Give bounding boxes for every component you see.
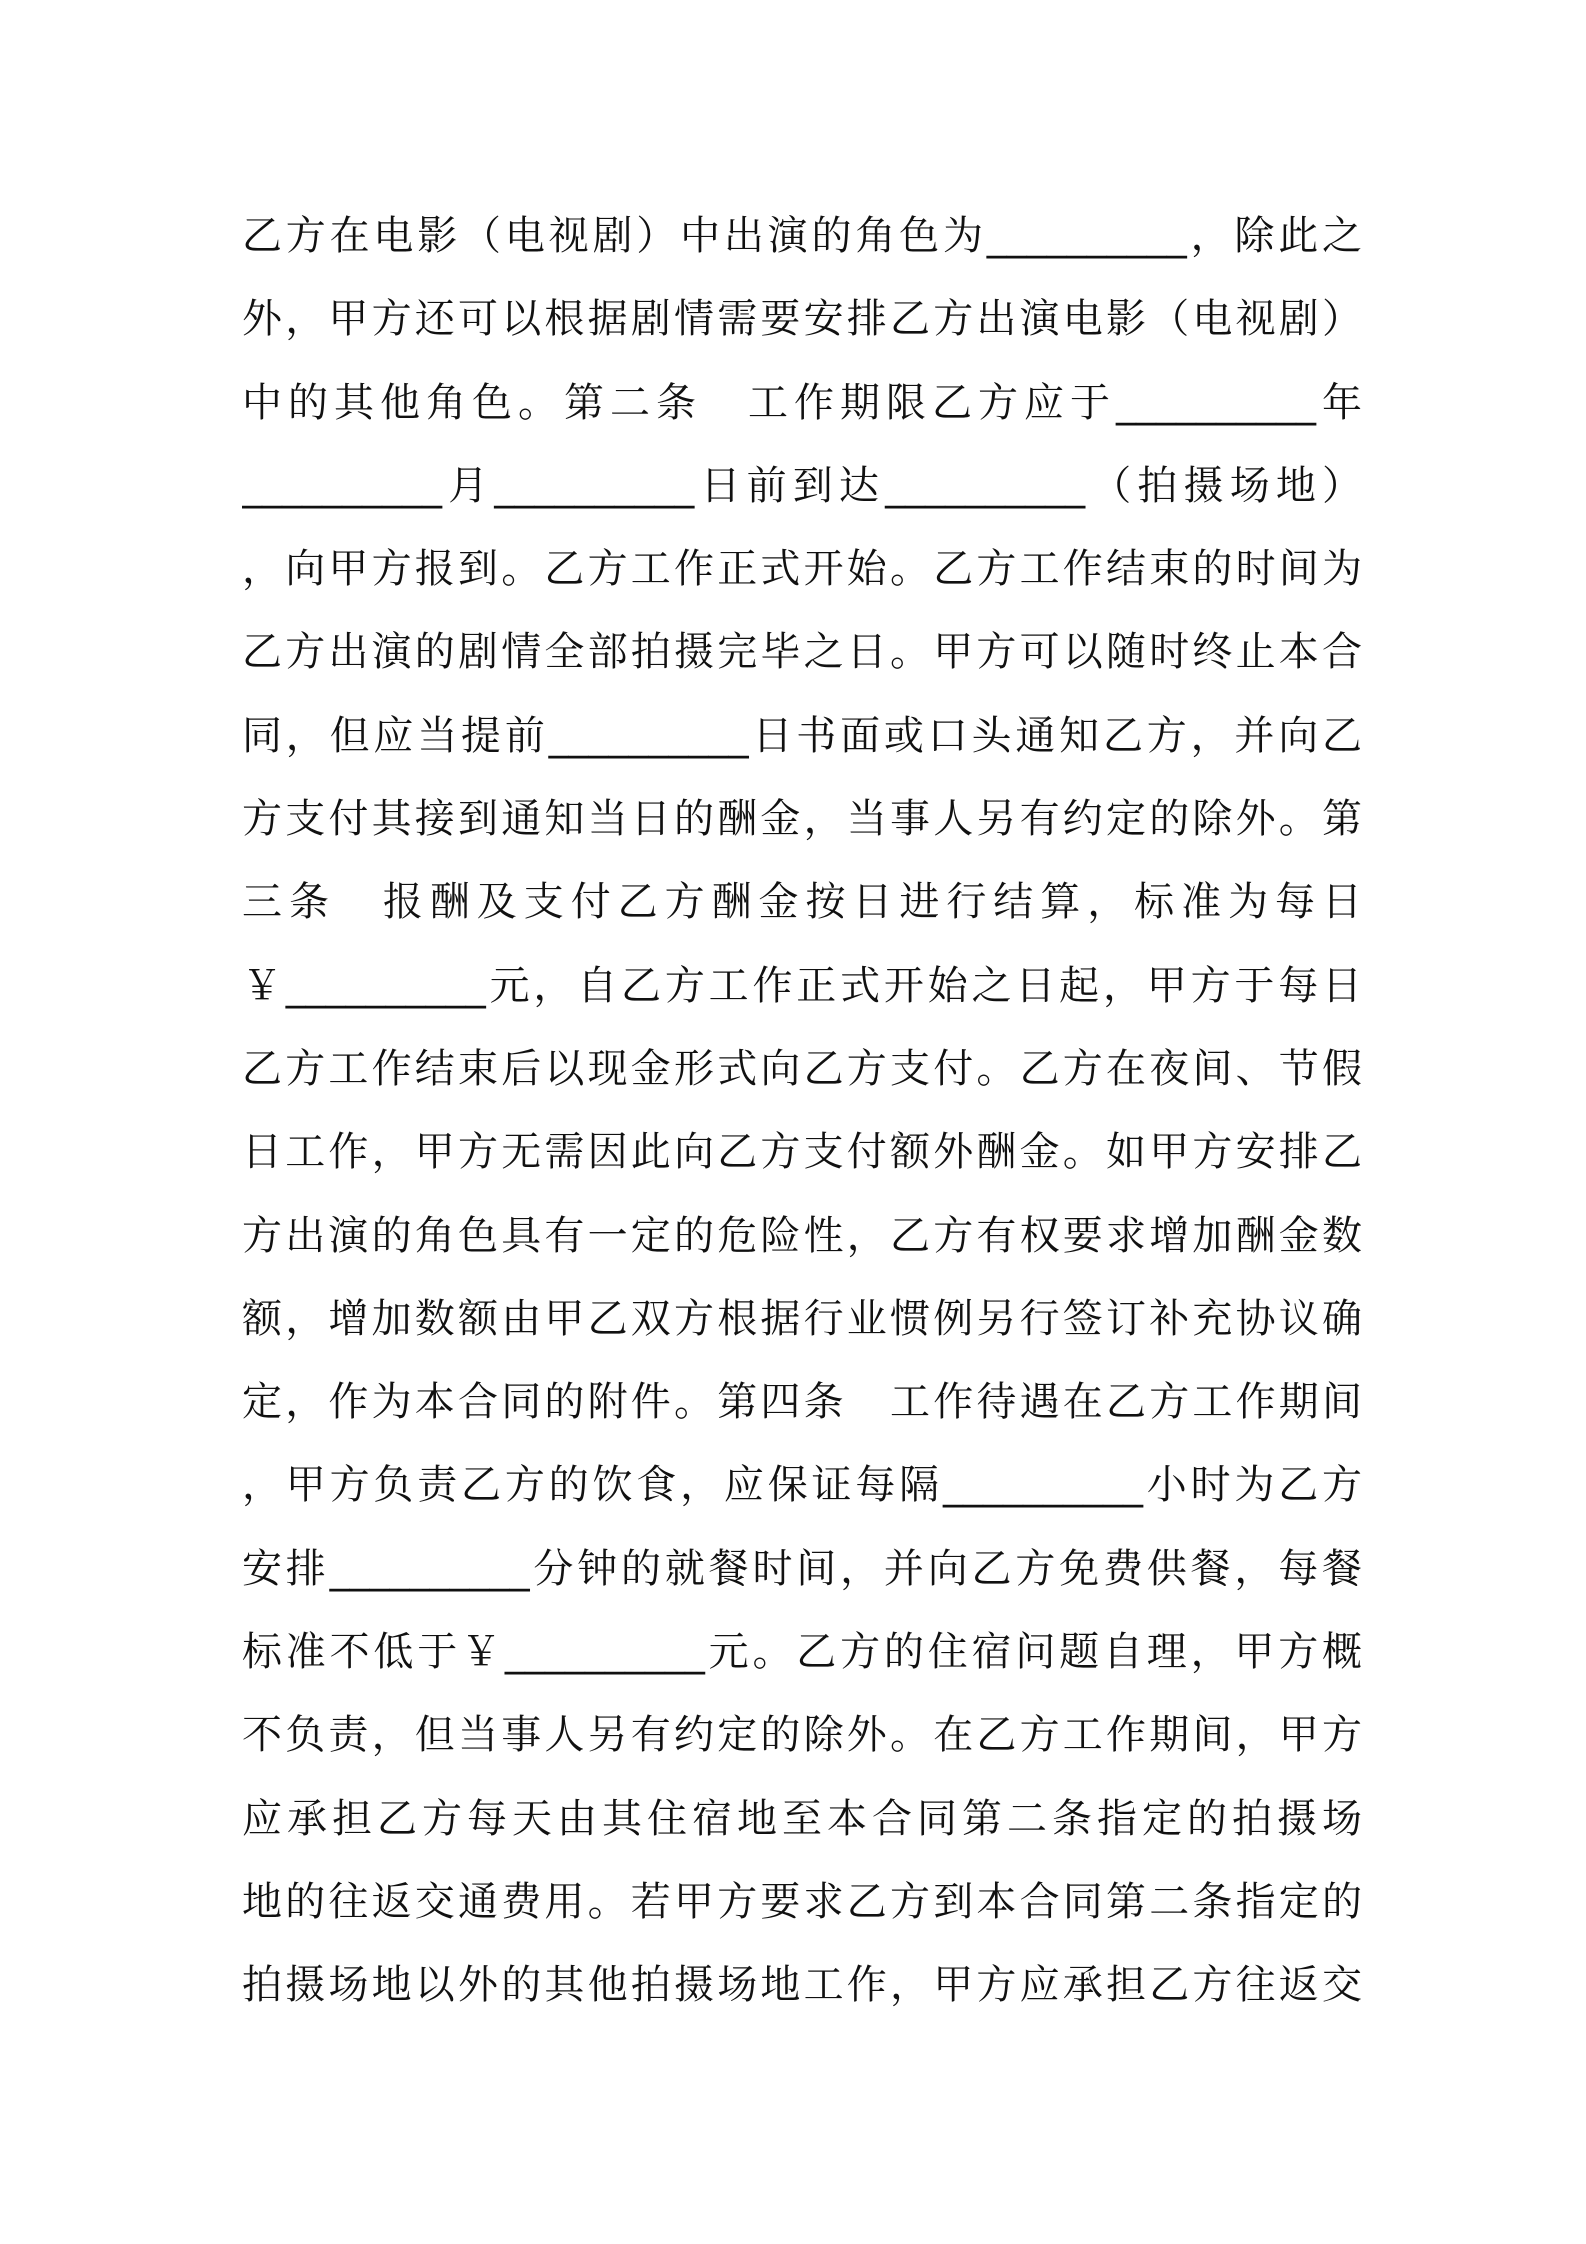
text-line: 方支付其接到通知当日的酬金，当事人另有约定的除外。第 [242, 796, 1362, 843]
text-line: 中的其他角色。第二条 工作期限乙方应于__________年 [242, 379, 1362, 426]
text-line: 额，增加数额由甲乙双方根据行业惯例另行签订补充协议确 [242, 1295, 1362, 1342]
text-line: 乙方出演的剧情全部拍摄完毕之日。甲方可以随时终止本合 [242, 629, 1362, 676]
text-line: __________月__________日前到达__________（拍摄场地） [242, 462, 1362, 509]
text-line: 乙方工作结束后以现金形式向乙方支付。乙方在夜间、节假 [242, 1045, 1362, 1092]
text-line: 三条 报酬及支付乙方酬金按日进行结算，标准为每日 [242, 879, 1362, 926]
text-line: ￥__________元，自乙方工作正式开始之日起，甲方于每日 [242, 962, 1362, 1009]
text-line: 地的往返交通费用。若甲方要求乙方到本合同第二条指定的 [242, 1878, 1362, 1925]
contract-body-text [242, 195, 1362, 2028]
text-line: 方出演的角色具有一定的危险性，乙方有权要求增加酬金数 [242, 1212, 1362, 1259]
text-line: 乙方在电影（电视剧）中出演的角色为__________，除此之 [242, 213, 1362, 259]
text-line: 拍摄场地以外的其他拍摄场地工作，甲方应承担乙方往返交 [242, 1962, 1362, 2009]
text-line: 不负责，但当事人另有约定的除外。在乙方工作期间，甲方 [242, 1712, 1362, 1759]
text-line: 同，但应当提前__________日书面或口头通知乙方，并向乙 [242, 712, 1362, 759]
text-line: ，甲方负责乙方的饮食，应保证每隔__________小时为乙方 [242, 1462, 1362, 1509]
text-line: ，向甲方报到。乙方工作正式开始。乙方工作结束的时间为 [242, 546, 1362, 593]
text-line: 应承担乙方每天由其住宿地至本合同第二条指定的拍摄场 [242, 1795, 1362, 1842]
text-line: 定，作为本合同的附件。第四条 工作待遇在乙方工作期间 [242, 1379, 1362, 1426]
text-line: 日工作，甲方无需因此向乙方支付额外酬金。如甲方安排乙 [242, 1129, 1362, 1176]
text-line: 标准不低于￥__________元。乙方的住宿问题自理，甲方概 [242, 1629, 1362, 1676]
text-line: 外，甲方还可以根据剧情需要安排乙方出演电影（电视剧） [242, 296, 1362, 343]
text-line: 安排__________分钟的就餐时间，并向乙方免费供餐，每餐 [242, 1545, 1362, 1592]
